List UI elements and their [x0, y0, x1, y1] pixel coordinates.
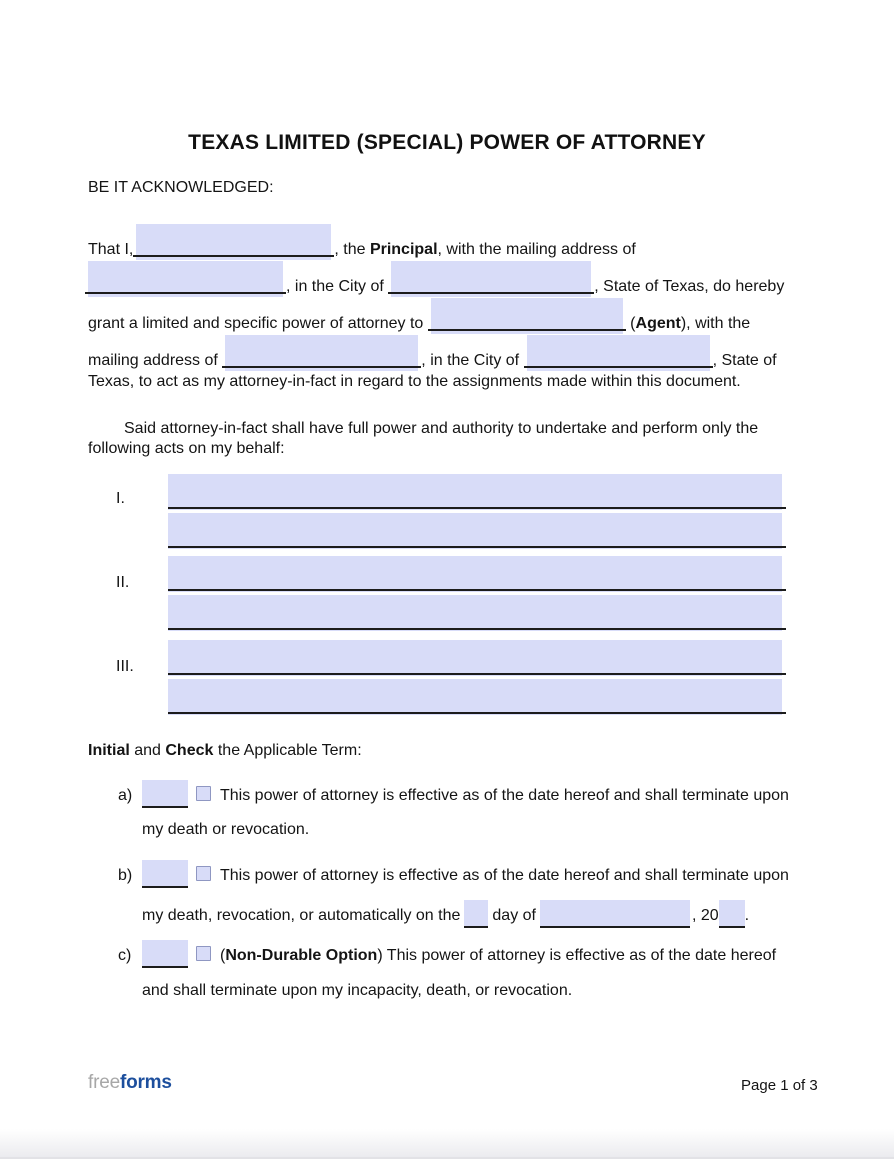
principal-paragraph-line-1	[88, 224, 636, 260]
agent-address-field[interactable]	[225, 335, 418, 371]
principal-paragraph-line-5: Texas, to act as my attorney-in-fact in regard to the assignments made within this document.	[88, 373, 741, 390]
act-1-numeral: I.	[116, 490, 125, 507]
page-bottom-edge	[0, 1129, 894, 1159]
authority-paragraph-line-1: Said attorney-in-fact shall have full power and authority to undertake and perform only the	[124, 420, 759, 437]
non-durable-bold-label: Non-Durable Option	[225, 947, 378, 964]
term-b-day-field[interactable]	[464, 900, 488, 928]
text-segment: and	[129, 742, 166, 759]
term-a-line-1	[118, 780, 789, 808]
authority-paragraph-line-2: following acts on my behalf:	[88, 440, 285, 457]
principal-paragraph-line-3	[88, 298, 750, 334]
text-segment: Initial	[88, 742, 130, 759]
act-2-line-1-field[interactable]	[168, 556, 782, 592]
term-b-line-2	[142, 900, 749, 928]
text-segment: That I,	[88, 241, 134, 258]
agent-city-field[interactable]	[527, 335, 710, 371]
term-b-label: b)	[118, 867, 133, 884]
term-c-label: c)	[118, 947, 132, 964]
text-segment: ), with the	[680, 315, 751, 332]
term-a-line-2: my death or revocation.	[142, 821, 310, 838]
act-1-line-1-field[interactable]	[168, 474, 782, 510]
term-b-initials-field[interactable]	[142, 860, 188, 888]
agent-bold-label: Agent	[635, 315, 681, 332]
acknowledgment-line: BE IT ACKNOWLEDGED:	[88, 179, 274, 196]
text-segment: , with the mailing address of	[437, 241, 636, 258]
text-segment: , State of Texas, do hereby	[594, 278, 785, 295]
page-number: Page 1 of 3	[741, 1077, 818, 1094]
text-segment: , the	[334, 241, 370, 258]
act-3-line-2-field[interactable]	[168, 679, 782, 715]
text-segment: the Applicable Term:	[213, 742, 362, 759]
logo-free-text: free	[88, 1072, 120, 1093]
act-3-numeral: III.	[116, 658, 134, 675]
term-b-year-field[interactable]	[719, 900, 745, 928]
act-3-line-1-field[interactable]	[168, 640, 782, 676]
principal-city-field[interactable]	[391, 261, 591, 297]
principal-name-field[interactable]	[136, 224, 331, 260]
terms-heading	[88, 741, 362, 761]
text-segment: , State of	[712, 352, 777, 369]
document-title: TEXAS LIMITED (SPECIAL) POWER OF ATTORNEY	[188, 131, 706, 154]
principal-paragraph-line-4	[88, 335, 777, 371]
text-segment: , 20	[691, 907, 719, 924]
principal-bold-label: Principal	[369, 241, 438, 258]
text-segment: Check	[165, 742, 214, 759]
text-segment: mailing address of	[88, 352, 223, 369]
text-segment: .	[744, 907, 750, 924]
text-segment: , in the City of	[421, 352, 524, 369]
term-c-line-1	[118, 940, 776, 968]
text-segment: ) This power of attorney is effective as of the date hereof	[377, 947, 777, 964]
term-a-initials-field[interactable]	[142, 780, 188, 808]
text-segment: my death, revocation, or automatically on the	[142, 907, 461, 924]
term-c-line-2: and shall terminate upon my incapacity, death, or revocation.	[142, 982, 573, 999]
term-c-checkbox[interactable]	[196, 946, 211, 961]
freeforms-logo	[88, 1072, 172, 1094]
text-segment: (	[220, 947, 226, 964]
text-segment: grant a limited and specific power of attorney to	[88, 315, 428, 332]
act-2-line-2-field[interactable]	[168, 595, 782, 631]
text-segment: This power of attorney is effective as of the date hereof and shall terminate upon	[220, 787, 789, 804]
act-2-numeral: II.	[116, 574, 130, 591]
act-1-line-2-field[interactable]	[168, 513, 782, 549]
agent-name-field[interactable]	[431, 298, 623, 334]
text-segment: (	[625, 315, 636, 332]
text-segment: day of	[492, 907, 536, 924]
logo-forms-text: forms	[119, 1072, 172, 1093]
text-segment: , in the City of	[286, 278, 389, 295]
principal-paragraph-line-2	[88, 261, 784, 297]
principal-address-field[interactable]	[88, 261, 283, 297]
term-a-label: a)	[118, 787, 133, 804]
term-b-line-1	[118, 860, 789, 888]
term-b-checkbox[interactable]	[196, 866, 211, 881]
text-segment: This power of attorney is effective as of the date hereof and shall terminate upon	[220, 867, 789, 884]
term-b-month-field[interactable]	[540, 900, 690, 928]
term-a-checkbox[interactable]	[196, 786, 211, 801]
term-c-initials-field[interactable]	[142, 940, 188, 968]
